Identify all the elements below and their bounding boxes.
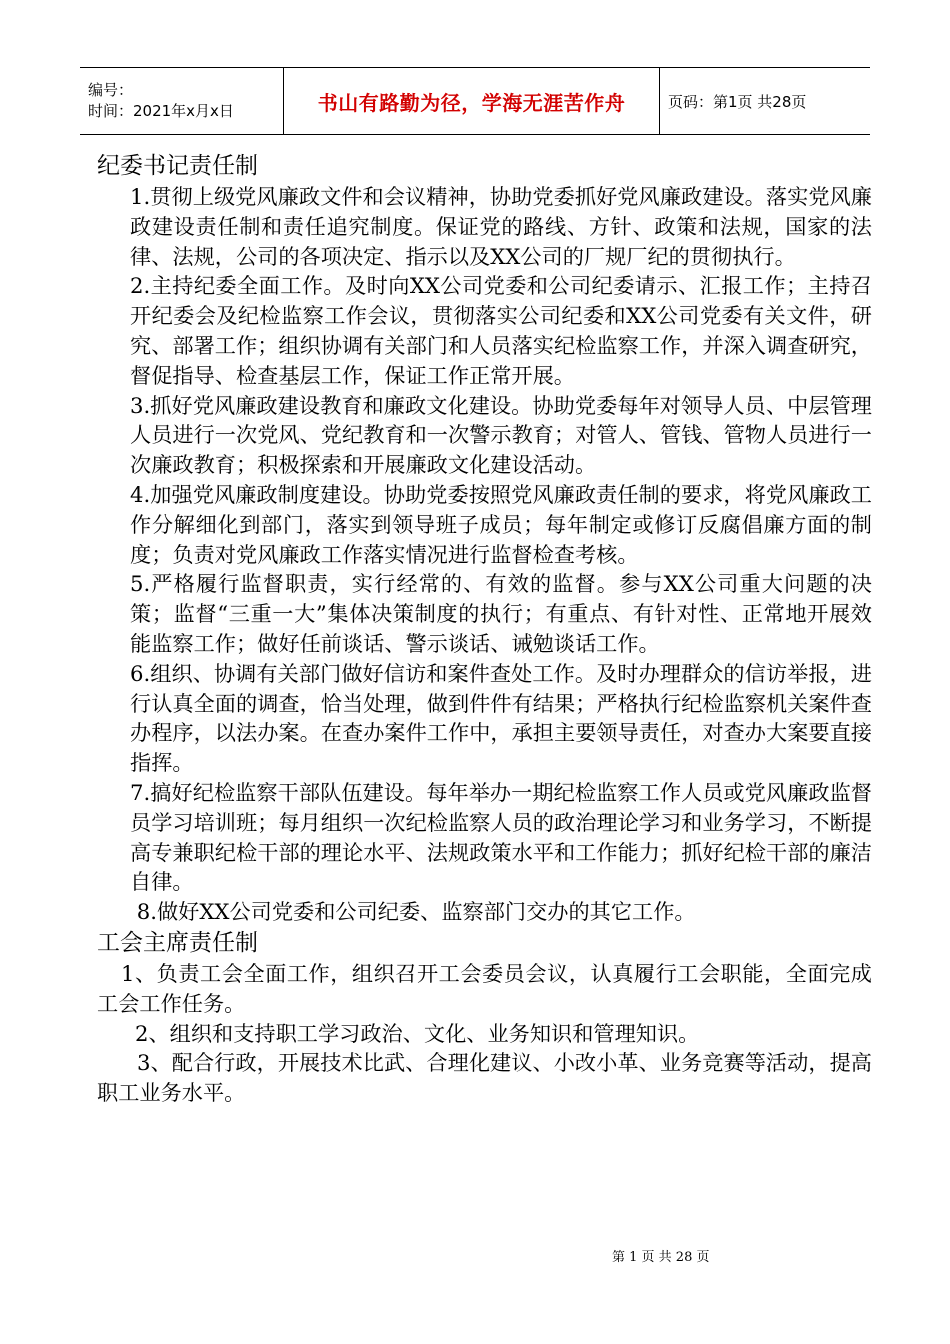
- document-body: [97, 150, 872, 1108]
- section-title-jiwei: 纪委书记责任制: [97, 153, 258, 179]
- jiwei-item-4: 4.加强党风廉政制度建设。协助党委按照党风廉政责任制的要求，将党风廉政工作分解细化到部门，落实到领导班子成员；每年制定或修订反腐倡廉方面的制度；负责对党风廉政工作落实情况进行监督检查考核。: [130, 481, 872, 567]
- header-motto-cell: [284, 68, 660, 134]
- header-meta: [80, 68, 284, 134]
- jiwei-item-2: 2.主持纪委全面工作。及时向XX公司党委和公司纪委请示、汇报工作；主持召开纪委会及纪检监察工作会议，贯彻落实公司纪委和XX公司党委有关文件，研究、部署工作；组织协调有关部门和人员落实纪检监察工作，并深入调查研究，督促指导、检查基层工作，保证工作正常开展。: [130, 273, 872, 388]
- header-page-cell: [660, 68, 870, 134]
- serial-label: 编号：: [88, 81, 134, 99]
- header-page-info: 页码：第1页 共28页: [668, 92, 807, 111]
- gonghui-item-2: 2、组织和支持职工学习政治、文化、业务知识和管理知识。: [135, 1020, 700, 1046]
- jiwei-item-1: 1.贯彻上级党风廉政文件和会议精神，协助党委抓好党风廉政建设。落实党风廉政建设责任制和责任追究制度。保证党的路线、方针、政策和法规，国家的法律、法规，公司的各项决定、指示以及XX公司的厂规厂纪的贯彻执行。: [130, 184, 872, 269]
- motto: 书山有路勤为径，学海无涯苦作舟: [317, 90, 626, 115]
- gonghui-item-3: 3、配合行政，开展技术比武、合理化建议、小改小革、业务竞赛等活动，提高职工业务水平。: [97, 1050, 872, 1106]
- jiwei-item-5: 5.严格履行监督职责，实行经常的、有效的监督。参与XX公司重大问题的决策；监督“三重一大”集体决策制度的执行；有重点、有针对性、正常地开展效能监察工作；做好任前谈话、警示谈话、诫勉谈话工作。: [130, 571, 872, 656]
- section-title-gonghui: 工会主席责任制: [97, 929, 258, 956]
- page-header: [80, 67, 870, 135]
- gonghui-item-1: 1、负责工会全面工作，组织召开工会委员会议，认真履行工会职能，全面完成工会工作任务。: [97, 960, 872, 1016]
- jiwei-item-8: 8.做好XX公司党委和公司纪委、监察部门交办的其它工作。: [130, 899, 696, 925]
- page-footer: 第 1 页 共 28 页: [612, 1250, 710, 1265]
- jiwei-item-7: 7.搞好纪检监察干部队伍建设。每年举办一期纪检监察工作人员或党风廉政监督员学习培训班；每月组织一次纪检监察人员的政治理论学习和业务学习，不断提高专兼职纪检干部的理论水平、法规政策水平和工作能力；抓好纪检干部的廉洁自律。: [130, 779, 872, 895]
- jiwei-item-3: 3.抓好党风廉政建设教育和廉政文化建设。协助党委每年对领导人员、中层管理人员进行一次党风、党纪教育和一次警示教育；对管人、管钱、管物人员进行一次廉政教育；积极探索和开展廉政文化建设活动。: [130, 392, 872, 478]
- date-label: 时间：2021年x月x日: [88, 102, 234, 120]
- jiwei-item-6: 6.组织、协调有关部门做好信访和案件查处工作。及时办理群众的信访举报，进行认真全面的调查，恰当处理，做到件件有结果；严格执行纪检监察机关案件查办程序，以法办案。在查办案件工作中，承担主要领导责任，对查办大案要直接指挥。: [130, 660, 872, 776]
